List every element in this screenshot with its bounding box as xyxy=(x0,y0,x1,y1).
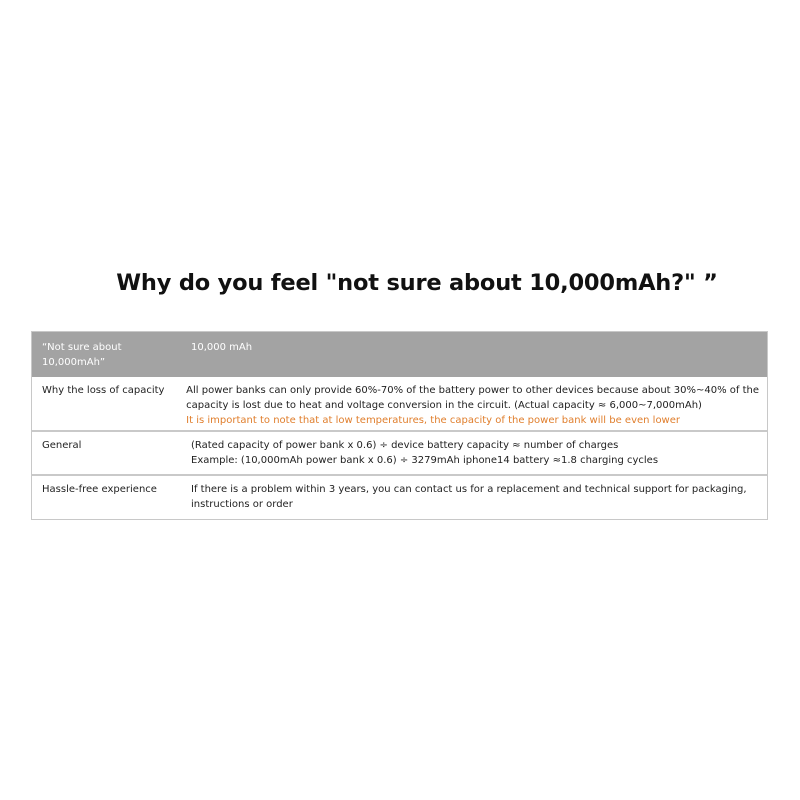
row-text-line: capacity is lost due to heat and voltage conversion in the circuit. (Actual capacity ≈ 6,000~7,000mAh) xyxy=(186,400,702,411)
table-row xyxy=(32,377,767,432)
header-label: “Not sure about 10,000mAh” xyxy=(42,342,122,368)
comparison-table xyxy=(31,331,768,520)
table-row xyxy=(32,476,767,519)
header-value: 10,000 mAh xyxy=(191,342,253,353)
row-text-line: (Rated capacity of power bank x 0.6) ÷ device battery capacity ≈ number of charges xyxy=(191,440,619,451)
table-header-row xyxy=(32,332,767,377)
row-label: General xyxy=(42,440,82,451)
row-label: Why the loss of capacity xyxy=(42,385,165,396)
row-value-cell xyxy=(191,432,767,474)
header-label-cell xyxy=(32,332,191,377)
low-temperature-note: It is important to note that at low temperatures, the capacity of the power bank will be even lower xyxy=(186,415,680,426)
row-value-cell xyxy=(191,476,767,519)
row-value-cell xyxy=(186,377,767,430)
row-label-cell xyxy=(32,432,191,474)
row-label: Hassle-free experience xyxy=(42,484,157,495)
header-value-cell xyxy=(191,332,767,377)
row-label-cell xyxy=(32,476,191,519)
row-label-cell xyxy=(32,377,186,430)
row-text: If there is a problem within 3 years, you can contact us for a replacement and technical support for packaging, instructions or order xyxy=(191,484,747,510)
row-text-line: All power banks can only provide 60%-70% of the battery power to other devices because about 30%~40% of the xyxy=(186,385,759,396)
table-row xyxy=(32,432,767,476)
row-text-line: Example: (10,000mAh power bank x 0.6) ÷ 3279mAh iphone14 battery ≈1.8 charging cycles xyxy=(191,455,659,466)
page-title: Why do you feel "not sure about 10,000mAh?" ” xyxy=(116,270,718,296)
